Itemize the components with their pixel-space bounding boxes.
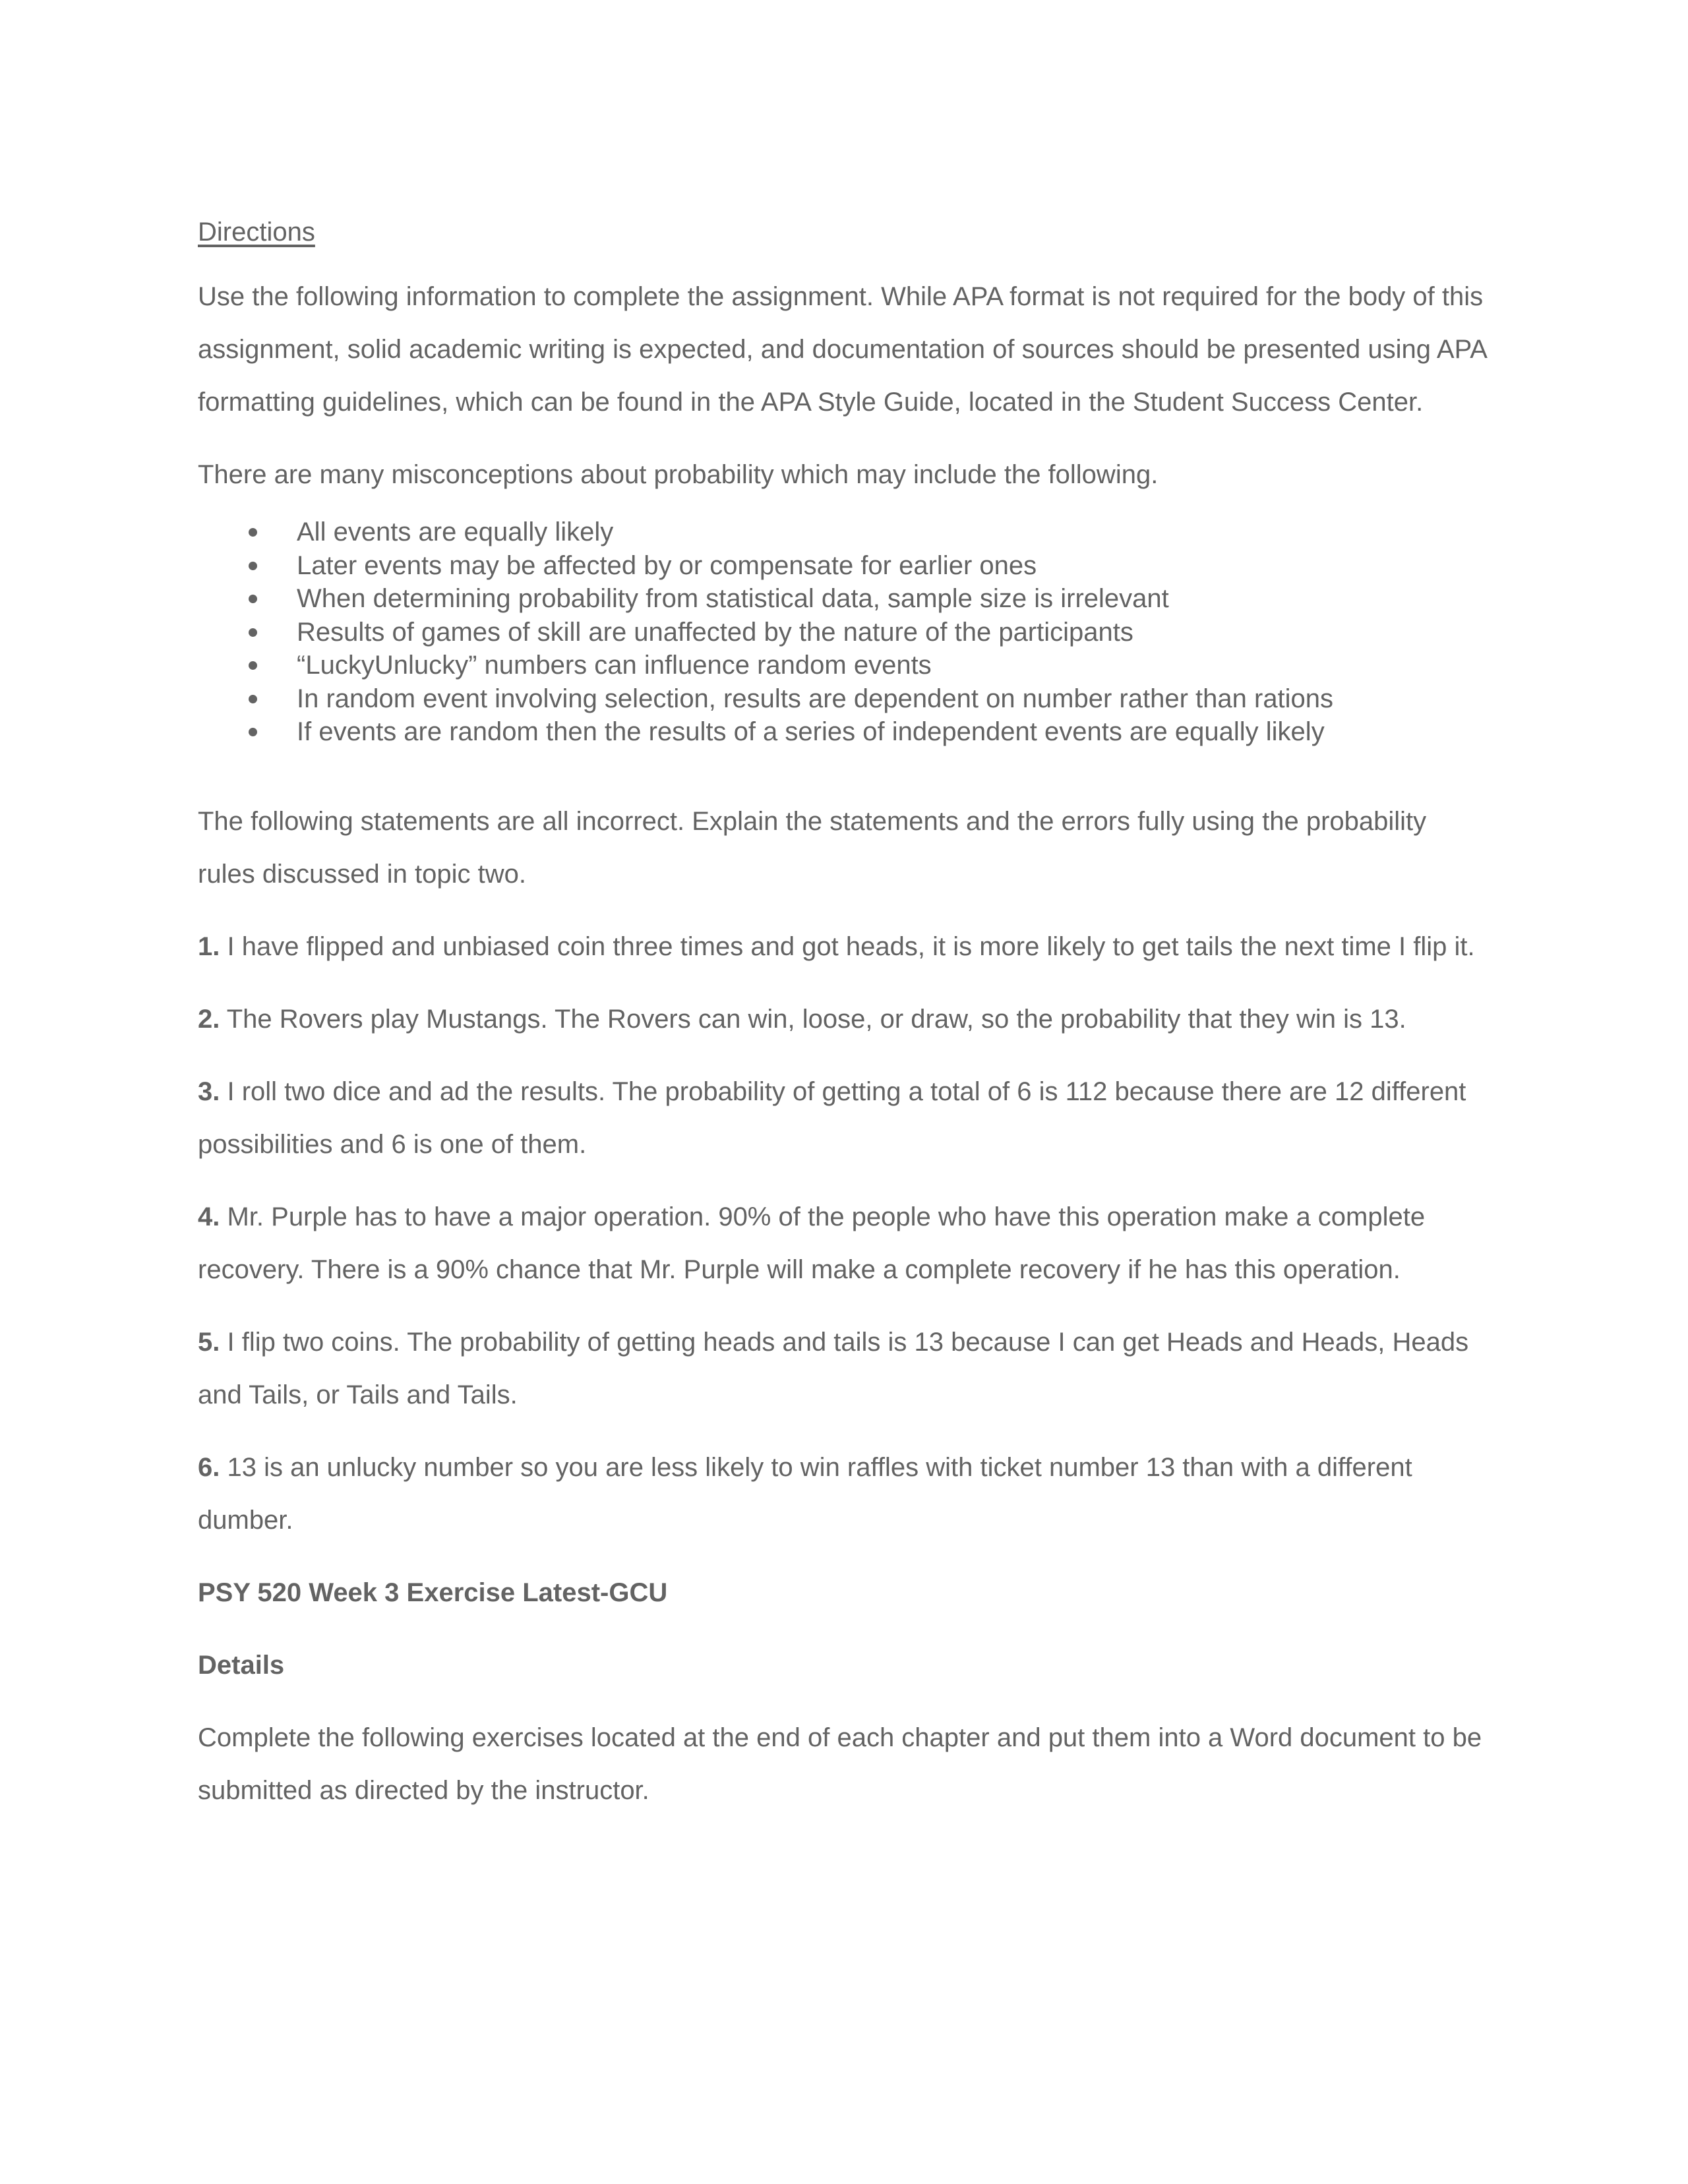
bullet-icon [249, 595, 257, 603]
statement-4 [198, 1191, 1490, 1296]
list-item-text: When determining probability from statistical data, sample size is irrelevant [297, 584, 1169, 613]
statement-text: Mr. Purple has to have a major operation. 90% of the people who have this operation make a complete recovery. There is a 90% chance that Mr. Purple will make a complete recovery if he has this operation. [198, 1202, 1426, 1284]
list-item-text: Later events may be affected by or compensate for earlier ones [297, 550, 1037, 580]
list-item-text: All events are equally likely [297, 517, 614, 546]
statement-text: The Rovers play Mustangs. The Rovers can win, loose, or draw, so the probability that they win is 13. [220, 1004, 1406, 1034]
statement-number: 5. [198, 1327, 220, 1357]
statement-text: I flip two coins. The probability of getting heads and tails is 13 because I can get Heads and Heads, Heads and Tails, or Tails and Tails. [198, 1327, 1469, 1409]
list-item [198, 516, 1490, 549]
bullet-icon [249, 528, 257, 537]
statement-text: I roll two dice and ad the results. The probability of getting a total of 6 is 112 because there are 12 different possibilities and 6 is one of them. [198, 1077, 1466, 1159]
statement-5 [198, 1316, 1490, 1421]
statement-2 [198, 993, 1490, 1046]
list-item-text: “LuckyUnlucky” numbers can influence random events [297, 651, 932, 680]
statement-number: 4. [198, 1202, 220, 1231]
details-heading: Details [198, 1650, 285, 1680]
statements-intro: The following statements are all incorrect. Explain the statements and the errors fully using the probability rules discussed in topic two. [198, 806, 1427, 889]
bullet-icon [249, 661, 257, 670]
intro-paragraph: Use the following information to complete the assignment. While APA format is not required for the body of this assignment, solid academic writing is expected, and documentation of sources should be presented using APA formatting guidelines, which can be found in the APA Style Guide, located in the Student Success Center. [198, 282, 1486, 417]
statement-number: 6. [198, 1452, 220, 1482]
list-item-text: If events are random then the results of a series of independent events are equally likely [297, 717, 1325, 746]
statement-6 [198, 1441, 1490, 1547]
statement-number: 1. [198, 931, 220, 961]
list-item [198, 549, 1490, 583]
misconceptions-list [198, 516, 1490, 749]
statement-1 [198, 920, 1490, 973]
misconceptions-intro: There are many misconceptions about probability which may include the following. [198, 460, 1159, 489]
list-item [198, 649, 1490, 682]
bullet-icon [249, 562, 257, 570]
bullet-icon [249, 728, 257, 736]
details-paragraph: Complete the following exercises located at the end of each chapter and put them into a Word document to be submitted as directed by the instructor. [198, 1723, 1482, 1805]
week3-title: PSY 520 Week 3 Exercise Latest-GCU [198, 1578, 668, 1607]
statement-text: 13 is an unlucky number so you are less likely to win raffles with ticket number 13 than with a different dumber. [198, 1452, 1412, 1535]
bullet-icon [249, 695, 257, 703]
list-item [198, 715, 1490, 749]
list-item [198, 616, 1490, 649]
list-item [198, 682, 1490, 716]
statement-number: 2. [198, 1004, 220, 1034]
statement-3 [198, 1065, 1490, 1171]
statement-text: I have flipped and unbiased coin three times and got heads, it is more likely to get tails the next time I flip it. [220, 931, 1475, 961]
list-item-text: Results of games of skill are unaffected by the nature of the participants [297, 617, 1133, 647]
bullet-icon [249, 628, 257, 637]
directions-heading: Directions [198, 218, 315, 247]
list-item [198, 582, 1490, 616]
list-item-text: In random event involving selection, results are dependent on number rather than rations [297, 684, 1334, 713]
document-body [198, 212, 1490, 1817]
statement-number: 3. [198, 1077, 220, 1106]
